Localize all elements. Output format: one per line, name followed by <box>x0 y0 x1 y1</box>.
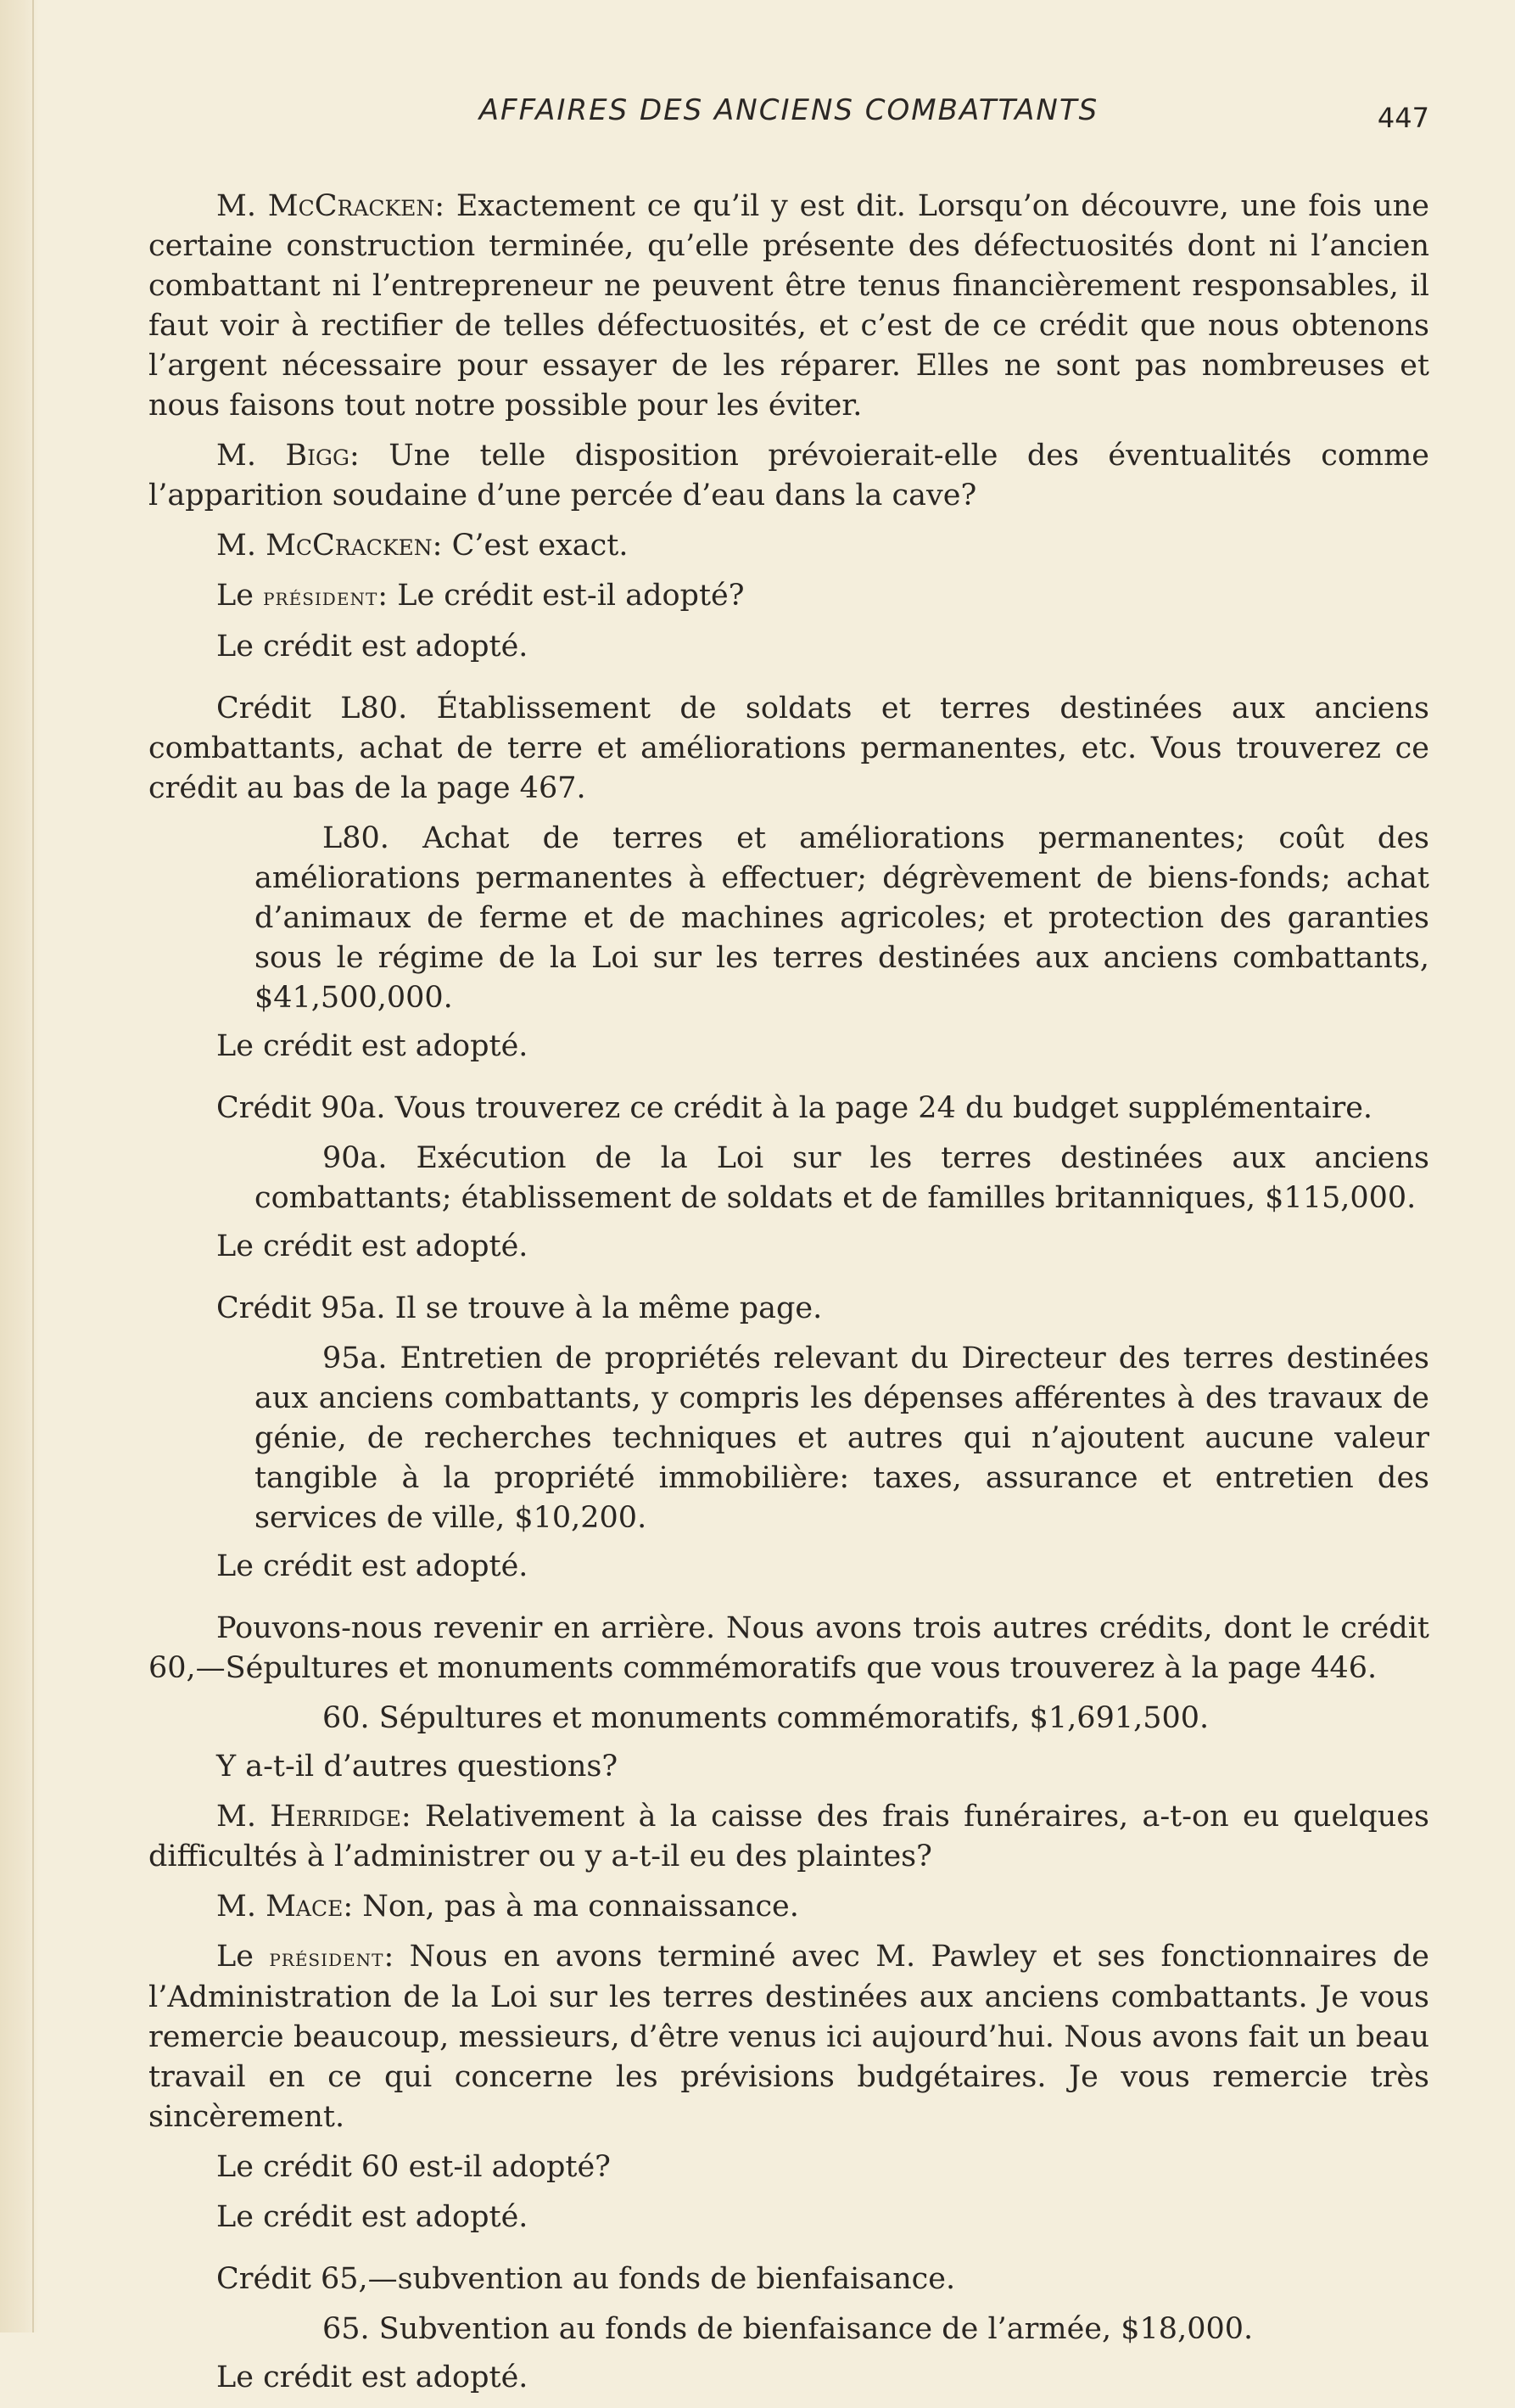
paragraph: Y a-t-il d’autres questions? <box>216 1750 618 1784</box>
running-header <box>148 85 1429 144</box>
paragraph: Le crédit est adopté. <box>216 1229 528 1263</box>
paragraph <box>148 1887 1429 1927</box>
paragraph <box>148 1937 1429 2137</box>
paragraph <box>148 576 1429 617</box>
paragraph: Le crédit est adopté. <box>216 1029 528 1063</box>
speaker-name: président <box>263 583 378 611</box>
document-page <box>148 85 1429 2408</box>
vote-item: 95a. Entretien de propriétés relevant du Directeur des terres destinées aux anciens combattants, y compris les dépenses afférentes à des travaux de génie, de recherches techniques et autres qui n’ajoutent aucune valeur tangible à la propriété immobilière: taxes, assurance et entretien des services de ville, $10,200. <box>254 1341 1429 1535</box>
running-title: AFFAIRES DES ANCIENS COMBATTANTS <box>478 93 1099 127</box>
paragraph: Le crédit 60 est-il adopté? <box>216 2150 611 2184</box>
speaker-name: M. McCracken: <box>216 529 443 563</box>
paragraph-text: Non, pas à ma connaissance. <box>353 1890 799 1924</box>
paragraph <box>148 1797 1429 1877</box>
speaker-prefix: Le <box>216 1940 270 1974</box>
paragraph <box>148 436 1429 516</box>
paragraph: Pouvons-nous revenir en arrière. Nous avons trois autres crédits, dont le crédit 60,—Sépultures et monuments commémoratifs que vous trouverez à la page 446. <box>148 1611 1429 1685</box>
page-binding-edge <box>0 0 39 2332</box>
vote-item: 60. Sépultures et monuments commémoratifs, $1,691,500. <box>322 1701 1210 1735</box>
vote-item: L80. Achat de terres et améliorations permanentes; coût des améliorations permanentes à effectuer; dégrèvement de biens-fonds; achat d’animaux de ferme et de machines agricoles; et protection des garanties sous le régime de la Loi sur les terres destinées aux anciens combattants, $41,500,000. <box>254 821 1429 1015</box>
paragraph-text: Relativement à la caisse des frais funéraires, a-t-on eu quelques difficultés à l’administrer ou y a-t-il eu des plaintes? <box>148 1800 1429 1873</box>
paragraph: Le crédit est adopté. <box>216 1549 528 1583</box>
body-text <box>148 187 1429 2398</box>
paragraph-text: : Nous en avons terminé avec M. Pawley et ses fonctionnaires de l’Administration de la Loi sur les terres destinées aux anciens combattants. Je vous remercie beaucoup, messieurs, d’être venus ici aujourd’hui. Nous avons fait un beau travail en ce qui concerne les prévisions budgétaires. Je vous remercie très sincèrement. <box>148 1940 1429 2134</box>
speaker-name: M. Herridge: <box>216 1800 411 1834</box>
paragraph <box>148 526 1429 566</box>
paragraph-text: C’est exact. <box>442 529 629 563</box>
paragraph: Le crédit est adopté. <box>216 630 528 664</box>
paragraph: Crédit L80. Établissement de soldats et terres destinées aux anciens combattants, achat de terre et améliorations permanentes, etc. Vous trouverez ce crédit au bas de la page 467. <box>148 692 1429 805</box>
paragraph <box>148 187 1429 426</box>
speaker-name: M. Mace: <box>216 1890 354 1924</box>
speaker-prefix: Le <box>216 579 264 613</box>
paragraph-text: Une telle disposition prévoierait-elle des éventualités comme l’apparition soudaine d’une percée d’eau dans la cave? <box>148 439 1429 512</box>
paragraph: Crédit 95a. Il se trouve à la même page. <box>216 1291 823 1325</box>
paragraph: Le crédit est adopté. <box>216 2360 528 2394</box>
vote-item: 65. Subvention au fonds de bienfaisance de l’armée, $18,000. <box>322 2312 1254 2346</box>
paragraph: Crédit 65,—subvention au fonds de bienfaisance. <box>216 2262 956 2296</box>
vote-item: 90a. Exécution de la Loi sur les terres destinées aux anciens combattants; établissement de soldats et de familles britanniques, $115,000. <box>254 1141 1429 1215</box>
speaker-name: M. Bigg: <box>216 439 360 473</box>
page-number: 447 <box>1377 102 1429 134</box>
paragraph: Le crédit est adopté. <box>216 2200 528 2234</box>
paragraph: Crédit 90a. Vous trouverez ce crédit à la page 24 du budget supplémentaire. <box>216 1091 1373 1125</box>
paragraph-text: Exactement ce qu’il y est dit. Lorsqu’on découvre, une fois une certaine construction terminée, qu’elle présente des défectuosités dont ni l’ancien combattant ni l’entrepreneur ne peuvent être tenus financièrement responsables, il faut voir à rectifier de telles défectuosités, et c’est de ce crédit que nous obtenons l’argent nécessaire pour essayer de les réparer. Elles ne sont pas nombreuses et nous faisons tout notre possible pour les éviter. <box>148 189 1429 423</box>
speaker-name: M. McCracken: <box>216 189 445 223</box>
speaker-name: président <box>269 1944 384 1972</box>
paragraph-text: : Le crédit est-il adopté? <box>377 579 745 613</box>
